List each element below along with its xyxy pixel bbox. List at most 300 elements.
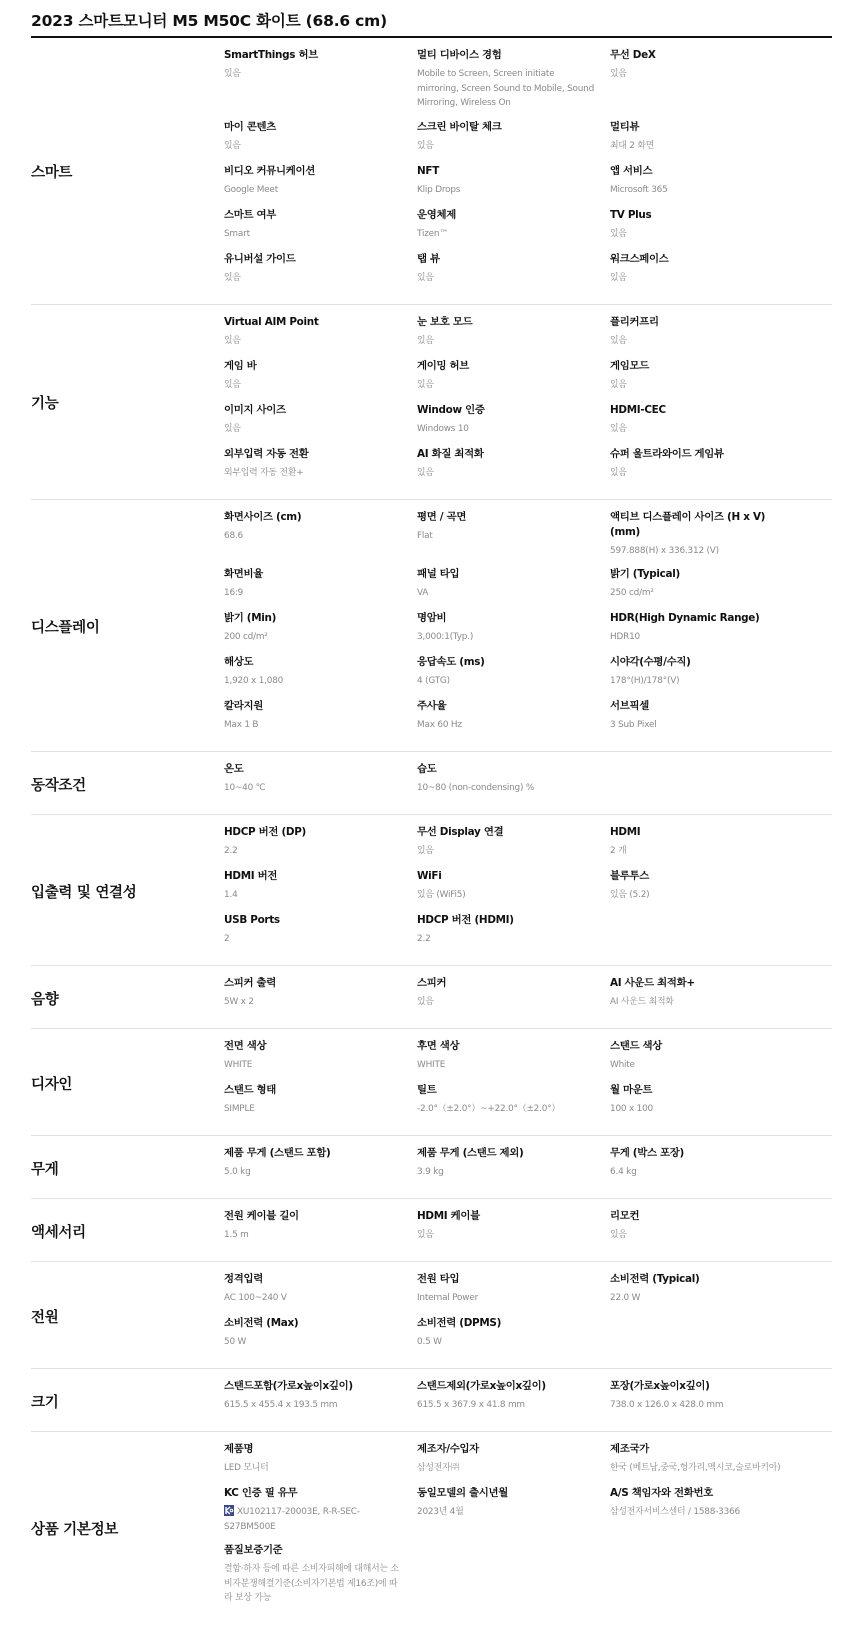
spec-value-row — [610, 227, 786, 242]
spec-item — [224, 510, 417, 559]
spec-value-row — [610, 586, 786, 601]
spec-value: White — [610, 1060, 635, 1070]
spec-item — [417, 252, 610, 287]
spec-label: 무선 DeX — [610, 49, 656, 61]
spec-value-row — [610, 1461, 786, 1476]
spec-label: 포장(가로x높이x깊이) — [610, 1380, 710, 1392]
spec-value: WHITE — [417, 1060, 446, 1070]
spec-item — [417, 869, 610, 904]
spec-label: 해상도 — [224, 656, 254, 668]
spec-value-row — [610, 844, 786, 859]
spec-label: 패널 타입 — [417, 568, 460, 580]
spec-value: 100 x 100 — [610, 1104, 653, 1114]
spec-value: Google Meet — [224, 184, 278, 195]
spec-item — [417, 699, 610, 734]
spec-value: 250 cd/m² — [610, 588, 654, 598]
spec-label: 스탠드포함(가로x높이x깊이) — [224, 1380, 353, 1392]
spec-value-row — [417, 466, 596, 481]
spec-label: 액티브 디스플레이 사이즈 (H x V) (mm) — [610, 510, 766, 538]
spec-value: 삼성전자㈜ — [417, 1463, 460, 1473]
spec-label: HDCP 버전 (HDMI) — [417, 914, 514, 926]
spec-value: 0.5 W — [417, 1337, 442, 1347]
spec-label: 스탠드 형태 — [224, 1084, 277, 1096]
spec-label: WiFi — [417, 870, 442, 882]
spec-value-row — [417, 1058, 596, 1073]
spec-value: 있음 — [610, 379, 627, 390]
spec-value-row — [224, 1228, 403, 1243]
spec-section — [31, 1262, 832, 1369]
spec-label: 멀티 디바이스 경험 — [417, 49, 502, 61]
spec-item — [224, 1146, 417, 1181]
spec-value: 있음 — [417, 1230, 434, 1240]
spec-value: SIMPLE — [224, 1104, 255, 1114]
spec-label: 제품명 — [224, 1443, 254, 1455]
spec-value-row — [224, 1562, 403, 1606]
spec-value-row — [224, 1291, 403, 1306]
spec-label: 플리커프리 — [610, 315, 659, 328]
spec-value: 5.0 kg — [224, 1167, 251, 1177]
spec-value-row — [224, 1505, 403, 1534]
spec-item — [610, 567, 800, 602]
spec-value-row — [610, 1165, 786, 1180]
spec-label: 화면사이즈 (cm) — [224, 510, 302, 523]
spec-value-row — [417, 1228, 596, 1243]
spec-label: 마이 콘텐츠 — [224, 120, 277, 133]
spec-label: 리모컨 — [610, 1210, 640, 1222]
spec-label: 칼라지원 — [224, 700, 263, 712]
spec-value-row — [610, 183, 786, 198]
spec-item — [610, 1039, 800, 1074]
spec-value-row — [417, 271, 596, 286]
spec-item — [417, 1146, 610, 1181]
spec-label: 앱 서비스 — [610, 164, 653, 177]
spec-value: Tizen™ — [417, 228, 449, 239]
spec-value-row — [417, 1291, 596, 1306]
spec-value-row — [417, 1335, 596, 1350]
section-heading: 액세서리 — [31, 1224, 86, 1241]
spec-label: 월 마운트 — [610, 1084, 653, 1096]
spec-value-row — [610, 466, 786, 481]
spec-item — [417, 120, 610, 155]
spec-label: 슈퍼 울트라와이드 게임뷰 — [610, 447, 724, 460]
section-heading: 입출력 및 연결성 — [31, 884, 137, 901]
spec-section — [31, 1029, 832, 1136]
spec-value-row — [224, 334, 403, 349]
spec-value: 3 Sub Pixel — [610, 720, 657, 730]
spec-label: 스피커 — [417, 977, 447, 989]
spec-item — [610, 447, 800, 482]
spec-value: 2 개 — [610, 846, 627, 856]
spec-value-row — [224, 271, 403, 286]
spec-label: AI 사운드 최적화+ — [610, 977, 695, 989]
spec-value: 597.888(H) x 336.312 (V) — [610, 545, 719, 556]
spec-label: 게이밍 허브 — [417, 359, 470, 372]
spec-label: 유니버설 가이드 — [224, 252, 296, 265]
spec-label: 명암비 — [417, 612, 447, 624]
spec-item — [224, 164, 417, 199]
spec-value: 615.5 x 455.4 x 193.5 mm — [224, 1400, 338, 1410]
spec-section — [31, 500, 832, 753]
spec-item — [610, 869, 800, 904]
spec-grid — [224, 976, 832, 1020]
spec-item — [417, 208, 610, 243]
spec-item — [224, 403, 417, 438]
spec-value: 4 (GTG) — [417, 676, 450, 686]
spec-item — [224, 825, 417, 860]
spec-label: A/S 책임자와 전화번호 — [610, 1487, 713, 1499]
spec-value: 2023년 4월 — [417, 1507, 464, 1517]
spec-value: 있음 (WiFi5) — [417, 890, 466, 900]
spec-value: 있음 — [224, 140, 241, 151]
spec-item — [610, 1272, 800, 1307]
spec-value-row — [224, 378, 403, 393]
section-heading: 디스플레이 — [31, 619, 100, 636]
spec-label: 외부입력 자동 전환 — [224, 447, 309, 460]
spec-value-row — [610, 718, 786, 733]
spec-value-row — [417, 586, 596, 601]
spec-value: 5W x 2 — [224, 997, 254, 1007]
spec-value: 있음 — [610, 467, 627, 478]
spec-value-row — [224, 1058, 403, 1073]
spec-value-row — [224, 932, 403, 947]
spec-label: 블루투스 — [610, 870, 649, 882]
spec-item — [224, 315, 417, 350]
spec-label: 정격입력 — [224, 1273, 263, 1285]
spec-item — [610, 120, 800, 155]
spec-grid — [224, 762, 832, 806]
spec-item — [417, 1039, 610, 1074]
spec-label: 전면 색상 — [224, 1040, 267, 1052]
spec-item — [224, 359, 417, 394]
spec-section — [31, 815, 832, 966]
spec-label: 틸트 — [417, 1084, 437, 1096]
spec-value-row — [417, 932, 596, 947]
spec-item — [224, 1379, 417, 1414]
spec-item — [417, 447, 610, 482]
spec-label: 스탠드제외(가로x높이x깊이) — [417, 1380, 546, 1392]
spec-label: Window 인증 — [417, 403, 485, 416]
spec-value: 있음 — [224, 69, 241, 79]
spec-item — [417, 1442, 610, 1477]
spec-value: 있음 — [610, 272, 627, 283]
spec-value-row — [417, 67, 596, 111]
spec-value-row — [417, 529, 596, 544]
spec-item — [417, 611, 610, 646]
spec-item — [224, 1083, 417, 1118]
spec-label: HDMI 버전 — [224, 870, 278, 882]
spec-label: 게임 바 — [224, 359, 257, 372]
spec-item — [224, 611, 417, 646]
spec-section — [31, 1136, 832, 1199]
spec-value-row — [224, 586, 403, 601]
spec-item — [417, 825, 610, 860]
spec-value-row — [610, 888, 786, 903]
spec-item — [417, 359, 610, 394]
spec-value: 있음 — [224, 272, 241, 283]
spec-value: 있음 — [417, 846, 434, 856]
spec-item — [417, 315, 610, 350]
spec-value-row — [610, 334, 786, 349]
spec-label: 스마트 여부 — [224, 208, 277, 221]
spec-item — [610, 1209, 800, 1244]
spec-label: Virtual AIM Point — [224, 315, 319, 328]
spec-item — [417, 567, 610, 602]
spec-value: 있음 — [417, 140, 434, 151]
spec-value-row — [610, 1228, 786, 1243]
spec-value: 22.0 W — [610, 1293, 641, 1303]
spec-section — [31, 38, 832, 305]
spec-item — [224, 1486, 417, 1534]
spec-value: HDR10 — [610, 632, 640, 642]
spec-value: 50 W — [224, 1337, 247, 1347]
spec-value: 738.0 x 126.0 x 428.0 mm — [610, 1400, 724, 1410]
spec-item — [610, 1083, 800, 1118]
spec-value-row — [224, 888, 403, 903]
spec-value: 68.6 — [224, 530, 243, 541]
spec-item — [224, 976, 417, 1011]
spec-section — [31, 966, 832, 1029]
spec-value: 있음 — [417, 997, 434, 1007]
spec-value: 3.9 kg — [417, 1167, 444, 1177]
spec-item — [610, 510, 800, 559]
spec-label: 응답속도 (ms) — [417, 656, 485, 668]
spec-label: 제조자/수입자 — [417, 1443, 479, 1455]
spec-item — [610, 252, 800, 287]
section-heading: 상품 기본정보 — [31, 1521, 118, 1538]
spec-value-row — [224, 1102, 403, 1117]
spec-label: SmartThings 허브 — [224, 49, 318, 61]
spec-value: 최대 2 화면 — [610, 140, 655, 151]
spec-value-row — [417, 995, 596, 1010]
spec-value: 있음 — [417, 379, 434, 390]
spec-item — [224, 252, 417, 287]
spec-label: 스탠드 색상 — [610, 1040, 663, 1052]
spec-item — [224, 208, 417, 243]
spec-value: 615.5 x 367.9 x 41.8 mm — [417, 1400, 525, 1410]
spec-value-row — [417, 1461, 596, 1476]
spec-value: 있음 — [417, 272, 434, 283]
spec-value-row — [417, 630, 596, 645]
spec-item — [610, 1146, 800, 1181]
section-heading: 동작조건 — [31, 777, 86, 794]
spec-label: 워크스페이스 — [610, 252, 669, 265]
spec-item — [224, 1316, 417, 1351]
spec-item — [610, 825, 800, 860]
spec-item — [224, 869, 417, 904]
spec-label: HDMI-CEC — [610, 403, 666, 416]
spec-value-row — [224, 1335, 403, 1350]
spec-value-row — [417, 674, 596, 689]
spec-value-row — [224, 529, 403, 544]
spec-value: 있음 — [417, 335, 434, 346]
spec-value-row — [224, 1461, 403, 1476]
spec-value: XU102117-20003E, R-R-SEC-S27BM500E — [224, 1507, 360, 1532]
spec-item — [417, 913, 610, 948]
section-heading: 스마트 — [31, 165, 73, 182]
spec-sections — [31, 38, 832, 1623]
spec-item — [610, 403, 800, 438]
spec-value-row — [610, 1058, 786, 1073]
spec-value: Smart — [224, 228, 250, 239]
spec-label: HDMI — [610, 826, 641, 838]
section-heading: 크기 — [31, 1394, 59, 1411]
section-heading: 음향 — [31, 991, 59, 1008]
spec-label: 서브픽셀 — [610, 700, 649, 712]
spec-item — [224, 1442, 417, 1477]
spec-item — [224, 567, 417, 602]
spec-value-row — [417, 139, 596, 154]
spec-grid — [224, 1379, 832, 1423]
spec-item — [224, 120, 417, 155]
spec-value-row — [610, 544, 786, 559]
spec-value-row — [224, 227, 403, 242]
spec-value: 결함·하자 등에 따른 소비자피해에 대해서는 소비자분쟁해결기준(소비자기본법 제16조)에 따라 보상 가능 — [224, 1564, 399, 1603]
spec-value: 있음 (5.2) — [610, 890, 650, 900]
spec-grid — [224, 315, 832, 491]
spec-item — [610, 164, 800, 199]
spec-item — [417, 1379, 610, 1414]
spec-label: 멀티뷰 — [610, 120, 640, 133]
kc-certification-icon — [224, 1505, 234, 1516]
spec-value-row — [610, 422, 786, 437]
spec-label: 동일모델의 출시년월 — [417, 1487, 508, 1499]
spec-value-row — [610, 1505, 786, 1520]
spec-value: 있음 — [610, 335, 627, 346]
spec-value: 1,920 x 1,080 — [224, 676, 284, 686]
spec-item — [224, 699, 417, 734]
spec-item — [417, 164, 610, 199]
spec-label: 습도 — [417, 763, 437, 775]
spec-value-row — [417, 1398, 596, 1413]
spec-value-row — [417, 888, 596, 903]
spec-value-row — [417, 1165, 596, 1180]
spec-value-row — [610, 139, 786, 154]
spec-value-row — [417, 227, 596, 242]
spec-grid — [224, 1146, 832, 1190]
spec-value: 16:9 — [224, 588, 244, 598]
spec-label: 이미지 사이즈 — [224, 403, 286, 416]
spec-value: 10~40 ℃ — [224, 783, 266, 793]
spec-value: 6.4 kg — [610, 1167, 637, 1177]
spec-item — [417, 1486, 610, 1534]
page-title: 2023 스마트모니터 M5 M50C 화이트 (68.6 cm) — [31, 10, 832, 38]
spec-item — [417, 1316, 610, 1351]
section-heading: 전원 — [31, 1309, 59, 1326]
spec-value-row — [417, 378, 596, 393]
spec-value: Max 60 Hz — [417, 720, 462, 730]
spec-grid — [224, 1209, 832, 1253]
spec-label: 무선 Display 연결 — [417, 826, 504, 838]
spec-value-row — [610, 271, 786, 286]
spec-value-row — [417, 1102, 596, 1117]
spec-value-row — [224, 630, 403, 645]
spec-value-row — [610, 1102, 786, 1117]
spec-label: HDCP 버전 (DP) — [224, 826, 307, 838]
spec-value: Klip Drops — [417, 184, 461, 195]
spec-value-row — [610, 67, 786, 82]
spec-value: 있음 — [224, 379, 241, 390]
spec-label: 제조국가 — [610, 1443, 649, 1455]
spec-value-row — [224, 674, 403, 689]
spec-grid — [224, 1442, 832, 1615]
spec-value-row — [417, 334, 596, 349]
spec-value: Internal Power — [417, 1293, 479, 1303]
spec-label: KC 인증 필 유무 — [224, 1487, 298, 1499]
spec-item — [610, 655, 800, 690]
spec-value: 삼성전자서비스센터 / 1588-3366 — [610, 1507, 740, 1517]
spec-value-row — [610, 630, 786, 645]
spec-label: 무게 (박스 포장) — [610, 1147, 684, 1159]
spec-label: 게임모드 — [610, 359, 649, 372]
spec-value: WHITE — [224, 1060, 253, 1070]
spec-value: 200 cd/m² — [224, 632, 268, 642]
spec-value-row — [224, 422, 403, 437]
spec-item — [417, 1209, 610, 1244]
spec-label: 전원 케이블 길이 — [224, 1210, 299, 1222]
spec-item — [224, 1272, 417, 1307]
spec-item — [610, 1379, 800, 1414]
spec-value: 3,000:1(Typ.) — [417, 632, 474, 642]
spec-item — [610, 1486, 800, 1534]
spec-item — [417, 976, 610, 1011]
spec-value: 있음 — [610, 1230, 627, 1240]
spec-value: Microsoft 365 — [610, 184, 668, 195]
spec-item — [224, 762, 417, 797]
spec-grid — [224, 1039, 832, 1127]
spec-value: 10~80 (non-condensing) % — [417, 783, 535, 793]
spec-section — [31, 1199, 832, 1262]
spec-label: HDMI 케이블 — [417, 1210, 480, 1222]
spec-label: 밝기 (Min) — [224, 612, 277, 624]
spec-label: 소비전력 (Typical) — [610, 1273, 700, 1285]
spec-item — [610, 699, 800, 734]
spec-label: 품질보증기준 — [224, 1544, 283, 1556]
spec-value: 있음 — [610, 423, 627, 434]
spec-label: 평면 / 곡면 — [417, 510, 467, 523]
spec-section — [31, 752, 832, 815]
spec-section — [31, 1369, 832, 1432]
spec-label: 밝기 (Typical) — [610, 568, 680, 580]
spec-value-row — [224, 183, 403, 198]
spec-value: AC 100~240 V — [224, 1293, 287, 1303]
spec-label: 제품 무게 (스탠드 포함) — [224, 1147, 331, 1159]
spec-label: 소비전력 (DPMS) — [417, 1317, 502, 1329]
spec-label: AI 화질 최적화 — [417, 447, 484, 460]
spec-value: 1.5 m — [224, 1230, 249, 1240]
spec-item — [610, 1442, 800, 1477]
spec-label: 후면 색상 — [417, 1040, 460, 1052]
spec-value-row — [224, 67, 403, 82]
spec-value-row — [610, 1291, 786, 1306]
section-heading: 무게 — [31, 1161, 59, 1178]
spec-value-row — [224, 844, 403, 859]
spec-label: 눈 보호 모드 — [417, 315, 473, 328]
spec-label: 전원 타입 — [417, 1273, 460, 1285]
spec-grid — [224, 825, 832, 957]
spec-value: Windows 10 — [417, 423, 469, 434]
spec-value-row — [417, 183, 596, 198]
spec-value-row — [417, 781, 596, 796]
spec-value-row — [224, 781, 403, 796]
section-heading: 디자인 — [31, 1076, 73, 1093]
spec-grid — [224, 48, 832, 296]
spec-value: LED 모니터 — [224, 1463, 269, 1473]
spec-grid — [224, 1272, 832, 1360]
spec-label: 시야각(수평/수직) — [610, 656, 691, 668]
spec-label: 화면비율 — [224, 568, 263, 580]
spec-value: 있음 — [610, 69, 627, 79]
spec-grid — [224, 510, 832, 744]
